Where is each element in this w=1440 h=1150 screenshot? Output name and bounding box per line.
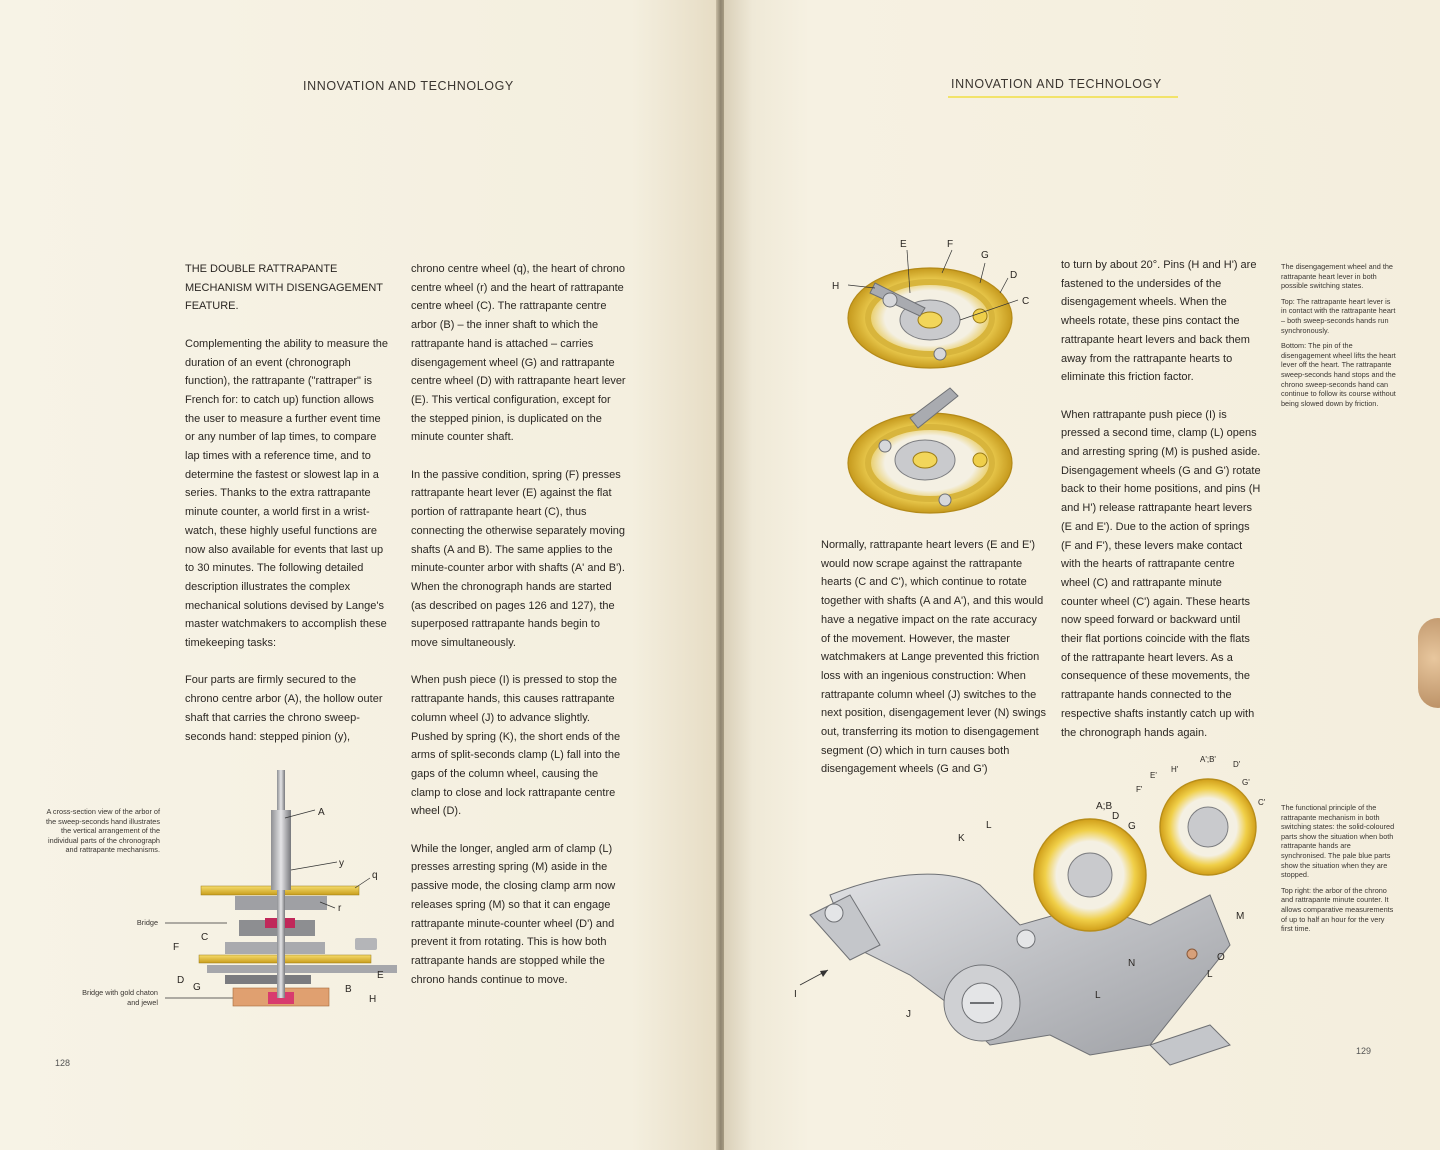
label-l: L: [986, 820, 992, 831]
wheel-top: [848, 268, 1012, 368]
heart-lever-illustration: [830, 238, 1050, 528]
bridge-label: Bridge: [136, 918, 158, 927]
paragraph: When rattrapante push piece (I) is pressed a second time, clamp (L) opens and arresting spring (M) is pushed aside. Disengagement wheels (G and G') rotate back to their home positions, and pins (H and H') release rattrapante heart levers (E and E'). Due to the action of springs (F and F'), these levers make contact with the hearts of rattrapante centre wheel (C) and rattrapante minute counter wheel (C') again. These hearts now speed forward or backward until their flat portions coincide with the flats of the rattrapante heart levers. As a consequence of these movements, the rattrapante hands connected to the respective shafts instantly catch up with the chronograph hands again.: [1061, 408, 1261, 739]
heart-lever: [225, 942, 325, 954]
label-g: G: [193, 982, 201, 993]
cross-section-diagram: [165, 770, 395, 1015]
section-title: [185, 260, 390, 316]
label-j: J: [906, 1009, 911, 1020]
header-accent-rule: [948, 96, 1178, 98]
title-line-3: FEATURE.: [185, 300, 239, 313]
label-f-prime: F': [1136, 785, 1143, 794]
caption-paragraph: Bottom: The pin of the disengagement wheel lifts the heart lever off the heart. The rattrapante sweep-seconds hand stops and the chrono sweep-seconds hand can continue to follow its course without being slowed down by friction.: [1281, 341, 1396, 408]
caption-heart-lever: [1281, 262, 1396, 414]
paragraph: to turn by about 20°. Pins (H and H') are fastened to the undersides of the disengagement wheels. When the wheels rotate, these pins contact the rattrapante heart levers and back them away from the rattrapante hearts to eliminate this friction factor.: [1061, 259, 1257, 384]
label-a: A: [318, 807, 325, 818]
screw: [825, 904, 843, 922]
hollow-outer-shaft: [271, 810, 291, 890]
screw: [1017, 930, 1035, 948]
label-r: r: [338, 903, 342, 914]
clamp-arm: [1150, 1025, 1230, 1065]
bridge-jewel-label: Bridge with gold chaton and jewel: [82, 988, 158, 1007]
label-e-top: E: [900, 239, 907, 250]
label-f: F: [173, 942, 180, 953]
label-b: B: [345, 984, 352, 995]
screw-head: [355, 938, 377, 950]
label-q: q: [372, 870, 378, 881]
label-g-mech: G: [1128, 821, 1136, 832]
main-plate: [830, 874, 1230, 1055]
wheel-bottom: [848, 388, 1012, 513]
lower-plate: [225, 975, 311, 984]
paragraph: In the passive condition, spring (F) presses rattrapante heart lever (E) against the flat portion of rattrapante heart (C), thus connecting the otherwise separately moving shafts (A and B). The same applies to the minute-counter arbor with shafts (A' and B'). When the chronograph hands are started (as described on pages 126 and 127), the superposed rattrapante hands begin to move simultaneously.: [411, 468, 626, 650]
label-g-top: G: [981, 250, 989, 261]
label-o: O: [1217, 952, 1225, 963]
label-h-prime: H': [1171, 765, 1179, 774]
disengagement-wheel: [207, 965, 397, 973]
title-line-2: MECHANISM WITH DISENGAGEMENT: [185, 281, 384, 294]
paragraph: Four parts are firmly secured to the chrono centre arbor (A), the hollow outer shaft that carries the chrono sweep-seconds hand: stepped pinion (y),: [185, 674, 383, 743]
label-ab: A;B: [1096, 801, 1113, 812]
left-column-1: [185, 260, 390, 765]
caption-paragraph: The disengagement wheel and the rattrapante heart lever in both possible switching states.: [1281, 262, 1393, 291]
label-g-prime: G': [1242, 778, 1250, 787]
label-c: C: [201, 932, 209, 943]
label-e-prime: E': [1150, 771, 1157, 780]
paragraph: Complementing the ability to measure the duration of an event (chronograph function), the rattrapante ("rattraper" is French for: to catch up) function allows the user to measure a further event time or any number of lap times, to compare lap times with a reference time, and to determine the fastest or slowest lap in a series. Thanks to the extra rattrapante minute counter, a world first in a wrist-watch, these highly useful functions are now also available for events that last up to 30 minutes. The following detailed description illustrates the complex mechanical solutions devised by Lange's master watchmakers to accomplish these timekeeping tasks:: [185, 337, 388, 650]
label-l-right: L: [1207, 969, 1213, 980]
caption-paragraph: Top: The rattrapante heart lever is in contact with the rattrapante heart – both sweep-seconds hands run synchronously.: [1281, 296, 1396, 335]
label-e: E: [377, 970, 384, 981]
paragraph: When push piece (I) is pressed to stop the rattrapante hands, this causes rattrapante column wheel (J) to advance slightly. Pushed by spring (K), the short ends of the arms of split-seconds clamp (L) fall into the gaps of the column wheel, causing the clamp to close and lock rattrapante centre wheel (D).: [411, 674, 621, 818]
label-d: D: [177, 975, 185, 986]
label-d-mech: D: [1112, 811, 1120, 822]
label-c-prime: C': [1258, 798, 1266, 807]
label-d-top: D: [1010, 270, 1018, 281]
label-d-prime: D': [1233, 760, 1241, 769]
paragraph: While the longer, angled arm of clamp (L) presses arresting spring (M) aside in the passive mode, the closing clamp arm now releases spring (M) so that it can engage rattrapante minute-counter wheel (D') and prevent it from rotating. This is how both rattrapante hands are stopped while the chrono hands continue to move.: [411, 842, 616, 986]
label-ab-prime: A';B': [1200, 755, 1216, 764]
caption-paragraph: The functional principle of the rattrapante mechanism in both switching states: the solid-coloured parts show the situation when both rattrapante hands are synchronised. The pale blue parts show the situation when they are stopped.: [1281, 803, 1395, 880]
caption-mechanism: [1281, 803, 1396, 940]
label-f-top: F: [947, 239, 954, 250]
label-m: M: [1236, 911, 1245, 922]
paragraph: chrono centre wheel (q), the heart of chrono centre wheel (r) and the heart of rattrapante centre wheel (C). The rattrapante centre arbor (B) – the inner shaft to which the rattrapante hand is attached – carries disengagement wheel (G) and rattrapante centre wheel (D) with rattrapante heart lever (E). This vertical configuration, except for the stepped pinion, is duplicated on the minute counter shaft.: [411, 263, 626, 444]
running-header-left: INNOVATION AND TECHNOLOGY: [303, 79, 514, 93]
label-l-bottom: L: [1095, 990, 1101, 1001]
label-n: N: [1128, 958, 1136, 969]
label-h-top: H: [832, 281, 840, 292]
running-header-right: INNOVATION AND TECHNOLOGY: [951, 77, 1162, 91]
thumb-tab: [1418, 618, 1440, 708]
label-y: y: [339, 858, 344, 869]
caption-paragraph: Top right: the arbor of the chrono and rattrapante minute counter. It allows comparative measurements of up to half an hour for the very first time.: [1281, 885, 1394, 934]
left-column-2: [411, 260, 629, 1008]
label-i: I: [794, 989, 797, 1000]
title-line-1: THE DOUBLE RATTRAPANTE: [185, 263, 338, 275]
page-number-left: 128: [55, 1058, 71, 1068]
page-number-right: 129: [1356, 1046, 1372, 1056]
cross-section-caption: A cross-section view of the arbor of the sweep-seconds hand illustrates the vertical arrangement of the individual parts of the chronograph and rattrapante mechanisms.: [46, 807, 160, 855]
rattrapante-mechanism-diagram: [790, 745, 1270, 1075]
label-h: H: [369, 994, 377, 1005]
label-c-top: C: [1022, 296, 1030, 307]
paragraph: Normally, rattrapante heart levers (E and E') would now scrape against the rattrapante hearts (C and C'), which continue to rotate together with shafts (A and A'), and this would have a negative impact on the rate accuracy of the movement. However, the master watchmakers at Lange prevented this friction loss with an ingenious construction: When rattrapante column wheel (J) switches to the next position, disengagement lever (N) swings out, transferring its motion to disengagement segment (O) which in turn causes both disengagement wheels (G and G'): [821, 539, 1047, 776]
label-k: K: [958, 833, 965, 844]
right-column-2: [1061, 256, 1261, 761]
